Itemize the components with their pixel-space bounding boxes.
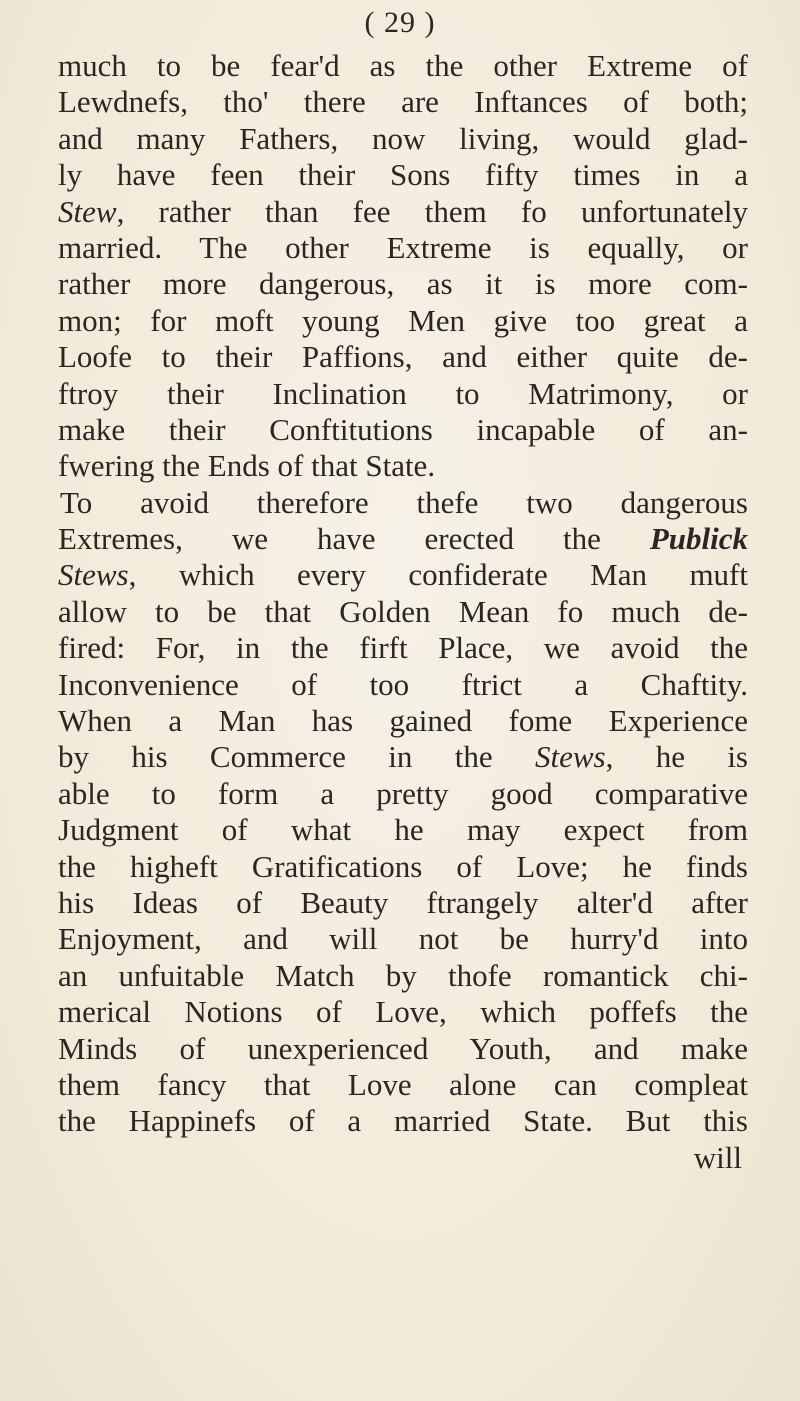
text-line: the Happinefs of a married State. But this: [58, 1103, 748, 1139]
text-line: To avoid therefore thefe two dangerous: [60, 484, 748, 520]
text-line: ly have feen their Sons fifty times in a: [58, 157, 748, 193]
text-line: Stews, which every confiderate Man muft: [58, 557, 748, 593]
catchword: will: [693, 1139, 742, 1175]
text-line: an unfuitable Match by thofe romantick chi-: [58, 957, 748, 993]
text-line: Judgment of what he may expect from: [58, 812, 748, 848]
italic-word: Stews: [534, 739, 606, 775]
italic-word: Stew: [58, 193, 117, 229]
text-line: much to be fear'd as the other Extreme of: [58, 48, 748, 83]
text-line: Inconvenience of too ftrict a Chaftity.: [58, 666, 748, 702]
text-line: able to form a pretty good comparative: [58, 775, 748, 811]
text-line: Loofe to their Paffions, and either quite de-: [58, 339, 748, 375]
text-line: ftroy their Inclination to Matrimony, or: [58, 375, 748, 411]
text-line: allow to be that Golden Mean fo much de-: [58, 593, 748, 629]
text-line: make their Conftitutions incapable of an-: [58, 411, 748, 447]
text-line: When a Man has gained fome Experience: [58, 703, 748, 739]
text-line: by his Commerce in the Stews, he is: [58, 739, 748, 775]
italic-word: Stews: [58, 557, 129, 593]
text-line: married. The other Extreme is equally, or: [58, 229, 748, 265]
text-line: fired: For, in the firft Place, we avoid the: [58, 630, 748, 666]
text-line: mon; for moft young Men give too great a: [58, 302, 748, 338]
text-line: rather more dangerous, as it is more com-: [58, 266, 748, 302]
text-line: Lewdnefs, tho' there are Inftances of both;: [58, 84, 748, 120]
italic-word: Publick: [649, 521, 748, 557]
text-line: Minds of unexperienced Youth, and make: [58, 1030, 748, 1066]
text-line: Enjoyment, and will not be hurry'd into: [58, 921, 748, 957]
text-line: Stew, rather than fee them fo unfortunately: [58, 193, 748, 229]
page-number: ( 29 ): [364, 6, 436, 39]
text-line: and many Fathers, now living, would glad-: [58, 120, 748, 156]
text-line: fwering the Ends of that State.: [58, 448, 436, 484]
text-line: his Ideas of Beauty ftrangely alter'd after: [58, 884, 748, 920]
body-text: [58, 48, 748, 1176]
text-line: the higheft Gratifications of Love; he finds: [58, 848, 748, 884]
text-line: merical Notions of Love, which poffefs the: [58, 994, 748, 1030]
text-line: Extremes, we have erected the Publick: [58, 521, 748, 557]
text-line: them fancy that Love alone can compleat: [58, 1066, 748, 1102]
